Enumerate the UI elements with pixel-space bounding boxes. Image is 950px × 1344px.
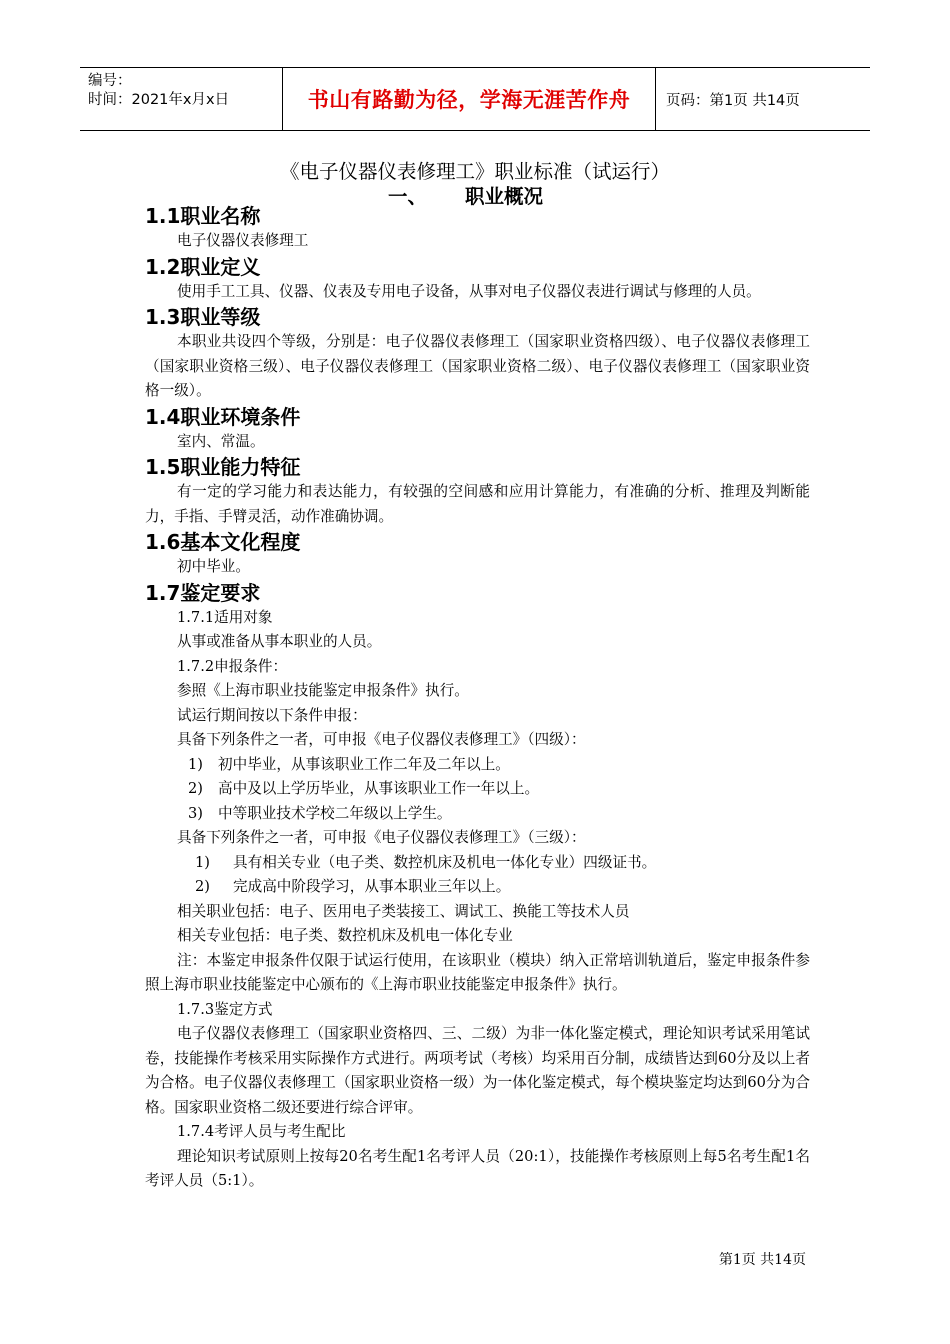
document-body — [145, 203, 810, 1194]
subsection-trial-1-7-2: 试运行期间按以下条件申报： — [177, 706, 367, 724]
subsection-text-1-7-4: 理论知识考试原则上按每20名考生配1名考评人员（20:1），技能操作考核原则上每5名考生配1名考评人员（5:1）。 — [145, 1147, 810, 1189]
list-item — [145, 802, 810, 827]
list-item — [145, 777, 810, 802]
list-item-text: 完成高中阶段学习，从事本职业三年以上。 — [233, 878, 511, 895]
related-majors: 相关专业包括：电子类、数控机床及机电一体化专业 — [177, 927, 513, 944]
list-item — [145, 875, 810, 900]
section-text-1-3: 本职业共设四个等级，分别是：电子仪器仪表修理工（国家职业资格四级）、电子仪器仪表修理工（国家职业资格三级）、电子仪器仪表修理工（国家职业资格二级）、电子仪器仪表修理工（国家职业资格一级）。 — [145, 333, 810, 399]
subsection-title-1-7-2: 1.7.2申报条件： — [177, 657, 288, 675]
section-heading-1-4: 1.4职业环境条件 — [145, 404, 301, 429]
time-label: 时间：2021年x月x日 — [88, 92, 230, 108]
list-item-number: 2) — [188, 780, 203, 797]
level4-intro: 具备下列条件之一者，可申报《电子仪器仪表修理工》（四级）： — [177, 731, 586, 748]
section-heading-1-5: 1.5职业能力特征 — [145, 455, 301, 479]
section-heading-1-6: 1.6基本文化程度 — [145, 530, 301, 554]
list-item — [145, 851, 810, 876]
list-item-text: 高中及以上学历毕业，从事该职业工作一年以上。 — [218, 780, 540, 797]
list-item-text: 中等职业技术学校二年级以上学生。 — [218, 804, 452, 822]
list-item-text: 初中毕业，从事该职业工作二年及二年以上。 — [218, 755, 510, 773]
section-text-1-2: 使用手工工具、仪器、仪表及专用电子设备，从事对电子仪器仪表进行调试与修理的人员。 — [177, 282, 761, 300]
section-text-1-6: 初中毕业。 — [177, 558, 250, 575]
related-jobs: 相关职业包括：电子、医用电子类装接工、调试工、换能工等技术人员 — [177, 902, 630, 920]
subsection-title-1-7-3: 1.7.3鉴定方式 — [177, 1000, 273, 1018]
section-heading-1-2: 1.2职业定义 — [145, 254, 261, 279]
section-text-1-1: 电子仪器仪表修理工 — [177, 232, 309, 249]
note-paragraph: 注：本鉴定申报条件仅限于试运行使用，在该职业（模块）纳入正常培训轨道后，鉴定申报条件参照上海市职业技能鉴定中心颁布的《上海市职业技能鉴定申报条件》执行。 — [145, 951, 810, 993]
header-motto: 书山有路勤为径，学海无涯苦作舟 — [282, 68, 656, 130]
subsection-ref-1-7-2: 参照《上海市职业技能鉴定申报条件》执行。 — [177, 682, 469, 699]
list-item-text: 具有相关专业（电子类、数控机床及机电一体化专业）四级证书。 — [233, 853, 657, 871]
subsection-title-1-7-4: 1.7.4考评人员与考生配比 — [177, 1123, 346, 1140]
list-item — [145, 753, 810, 778]
header-page-info: 页码：第1页 共14页 — [666, 92, 800, 109]
subsection-text-1-7-1: 从事或准备从事本职业的人员。 — [177, 633, 382, 650]
code-label: 编号： — [88, 73, 132, 89]
section-text-1-4: 室内、常温。 — [177, 432, 265, 450]
list-item-number: 1) — [188, 755, 203, 773]
page-footer: 第1页 共14页 — [718, 1252, 806, 1268]
section-heading-1-1: 1.1职业名称 — [145, 204, 261, 228]
header-table — [80, 67, 870, 131]
header-meta — [80, 68, 282, 130]
section-heading-1-3: 1.3职业等级 — [145, 305, 261, 329]
list-item-number: 2) — [195, 878, 210, 895]
list-item-number: 1) — [195, 853, 210, 871]
section-text-1-5: 有一定的学习能力和表达能力，有较强的空间感和应用计算能力，有准确的分析、推理及判断能力，手指、手臂灵活，动作准确协调。 — [145, 483, 810, 525]
chapter-number: 一、 — [388, 185, 428, 208]
subsection-title-1-7-1: 1.7.1适用对象 — [177, 608, 273, 626]
level3-intro: 具备下列条件之一者，可申报《电子仪器仪表修理工》（三级）： — [177, 829, 586, 846]
chapter-title: 职业概况 — [465, 185, 544, 208]
document-title: 《电子仪器仪表修理工》职业标准（试运行） — [279, 160, 670, 183]
section-heading-1-7: 1.7鉴定要求 — [145, 580, 261, 605]
subsection-text-1-7-3: 电子仪器仪表修理工（国家职业资格四、三、二级）为非一体化鉴定模式，理论知识考试采用笔试卷，技能操作考核采用实际操作方式进行。两项考试（考核）均采用百分制，成绩皆达到60分及以上者为合格。电子仪器仪表修理工（国家职业资格一级）为一体化鉴定模式，每个模块鉴定均达到60分为合格。国家职业资格二级还要进行综合评审。 — [145, 1025, 810, 1116]
list-item-number: 3) — [188, 804, 203, 822]
